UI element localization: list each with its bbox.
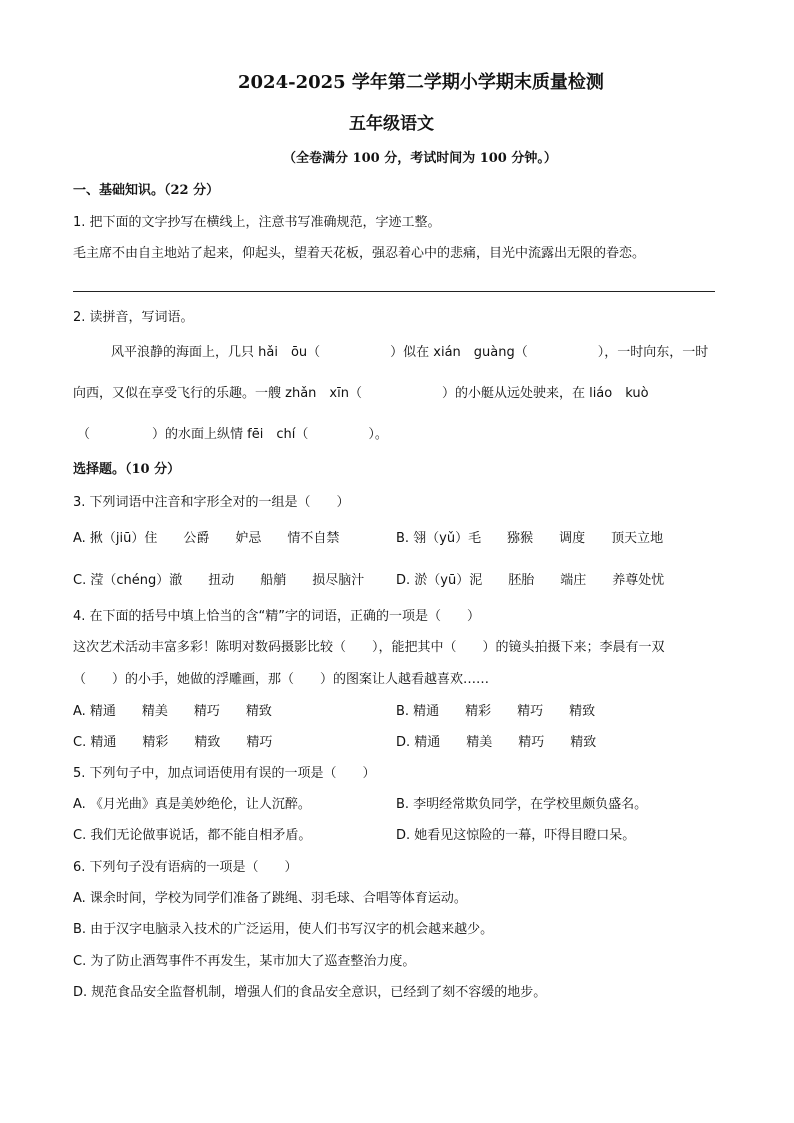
- question-5-option-d[interactable]: D. 她看见这惊险的一幕，吓得目瞪口呆。: [396, 828, 636, 843]
- question-2-stem: 2. 读拼音，写词语。: [73, 310, 194, 325]
- question-4-text-2: （ ）的小手，她做的浮雕画，那（ ）的图案让人越看越喜欢……: [73, 672, 490, 687]
- question-4-option-b[interactable]: B. 精通 精彩 精巧 精致: [396, 704, 596, 719]
- question-6-option-c[interactable]: C. 为了防止酒驾事件不再发生，某市加大了巡查整治力度。: [73, 954, 416, 969]
- question-1-passage: 毛主席不由自主地站了起来，仰起头，望着天花板，强忍着心中的悲痛，目光中流露出无限的眷恋。: [73, 246, 646, 261]
- q2-line2-part-b: ）的小艇从远处驶来，在 liáo kuò: [441, 386, 649, 401]
- question-4-stem: 4. 在下面的括号中填上恰当的含“精”字的词语，正确的一项是（ ）: [73, 609, 481, 624]
- q2-line3-part-a: （: [77, 427, 91, 442]
- exam-subtitle: 五年级语文: [349, 114, 434, 134]
- question-2-line-2: [73, 387, 649, 400]
- q2-line1-part-c: ），一时向东，一时: [597, 345, 709, 360]
- q2-line3-part-c: ）。: [368, 427, 388, 442]
- question-6-option-a[interactable]: A. 课余时间，学校为同学们准备了跳绳、羽毛球、合唱等体育运动。: [73, 891, 467, 906]
- question-6-option-d[interactable]: D. 规范食品安全监督机制，增强人们的食品安全意识，已经到了刻不容缓的地步。: [73, 985, 547, 1000]
- question-4-option-a[interactable]: A. 精通 精美 精巧 精致: [73, 704, 272, 719]
- question-3-option-b[interactable]: B. 翎（yǔ）毛 猕猴 调度 顶天立地: [396, 531, 664, 546]
- question-4-option-d[interactable]: D. 精通 精美 精巧 精致: [396, 735, 597, 750]
- exam-note: （全卷满分 100 分，考试时间为 100 分钟。）: [283, 151, 557, 166]
- question-6-option-b[interactable]: B. 由于汉字电脑录入技术的广泛运用，使人们书写汉字的机会越来越少。: [73, 922, 494, 937]
- question-4-option-c[interactable]: C. 精通 精彩 精致 精巧: [73, 735, 273, 750]
- question-5-option-b[interactable]: B. 李明经常欺负同学，在学校里颇负盛名。: [396, 797, 648, 812]
- question-6-stem: 6. 下列句子没有语病的一项是（ ）: [73, 860, 298, 875]
- question-3-stem: 3. 下列词语中注音和字形全对的一组是（ ）: [73, 495, 350, 510]
- question-3-option-c[interactable]: C. 滢（chéng）澈 扭动 船艄 损尽脑汁: [73, 573, 365, 588]
- section-basic-knowledge-title: 一、基础知识。（22 分）: [73, 183, 220, 198]
- question-3-option-a[interactable]: A. 揪（jiū）住 公爵 妒忌 情不自禁: [73, 531, 340, 546]
- question-2-line-1: [111, 346, 708, 359]
- question-5-stem: 5. 下列句子中，加点词语使用有误的一项是（ ）: [73, 766, 376, 781]
- exam-title: 2024-2025 学年第二学期小学期末质量检测: [238, 72, 604, 93]
- question-1-stem: 1. 把下面的文字抄写在横线上，注意书写准确规范，字迹工整。: [73, 215, 441, 230]
- question-3-option-d[interactable]: D. 淤（yū）泥 胚胎 端庄 养尊处忧: [396, 573, 665, 588]
- answer-line[interactable]: [73, 291, 715, 292]
- question-5-option-a[interactable]: A. 《月光曲》真是美妙绝伦，让人沉醉。: [73, 797, 311, 812]
- question-5-option-c[interactable]: C. 我们无论做事说话，都不能自相矛盾。: [73, 828, 312, 843]
- q2-line2-part-a: 向西，又似在享受飞行的乐趣。一艘 zhǎn xīn（: [73, 386, 362, 401]
- question-2-line-3: [77, 428, 388, 441]
- q2-line1-part-a: 风平浪静的海面上，几只 hǎi ōu（: [111, 345, 321, 360]
- q2-line1-part-b: ）似在 xián guàng（: [390, 345, 528, 360]
- q2-line3-part-b: ）的水面上纵情 fēi chí（: [152, 427, 309, 442]
- question-4-text-1: 这次艺术活动丰富多彩！陈明对数码摄影比较（ ），能把其中（ ）的镜头拍摄下来；李晨有一双: [73, 640, 665, 655]
- section-choice-title: 选择题。（10 分）: [73, 462, 181, 477]
